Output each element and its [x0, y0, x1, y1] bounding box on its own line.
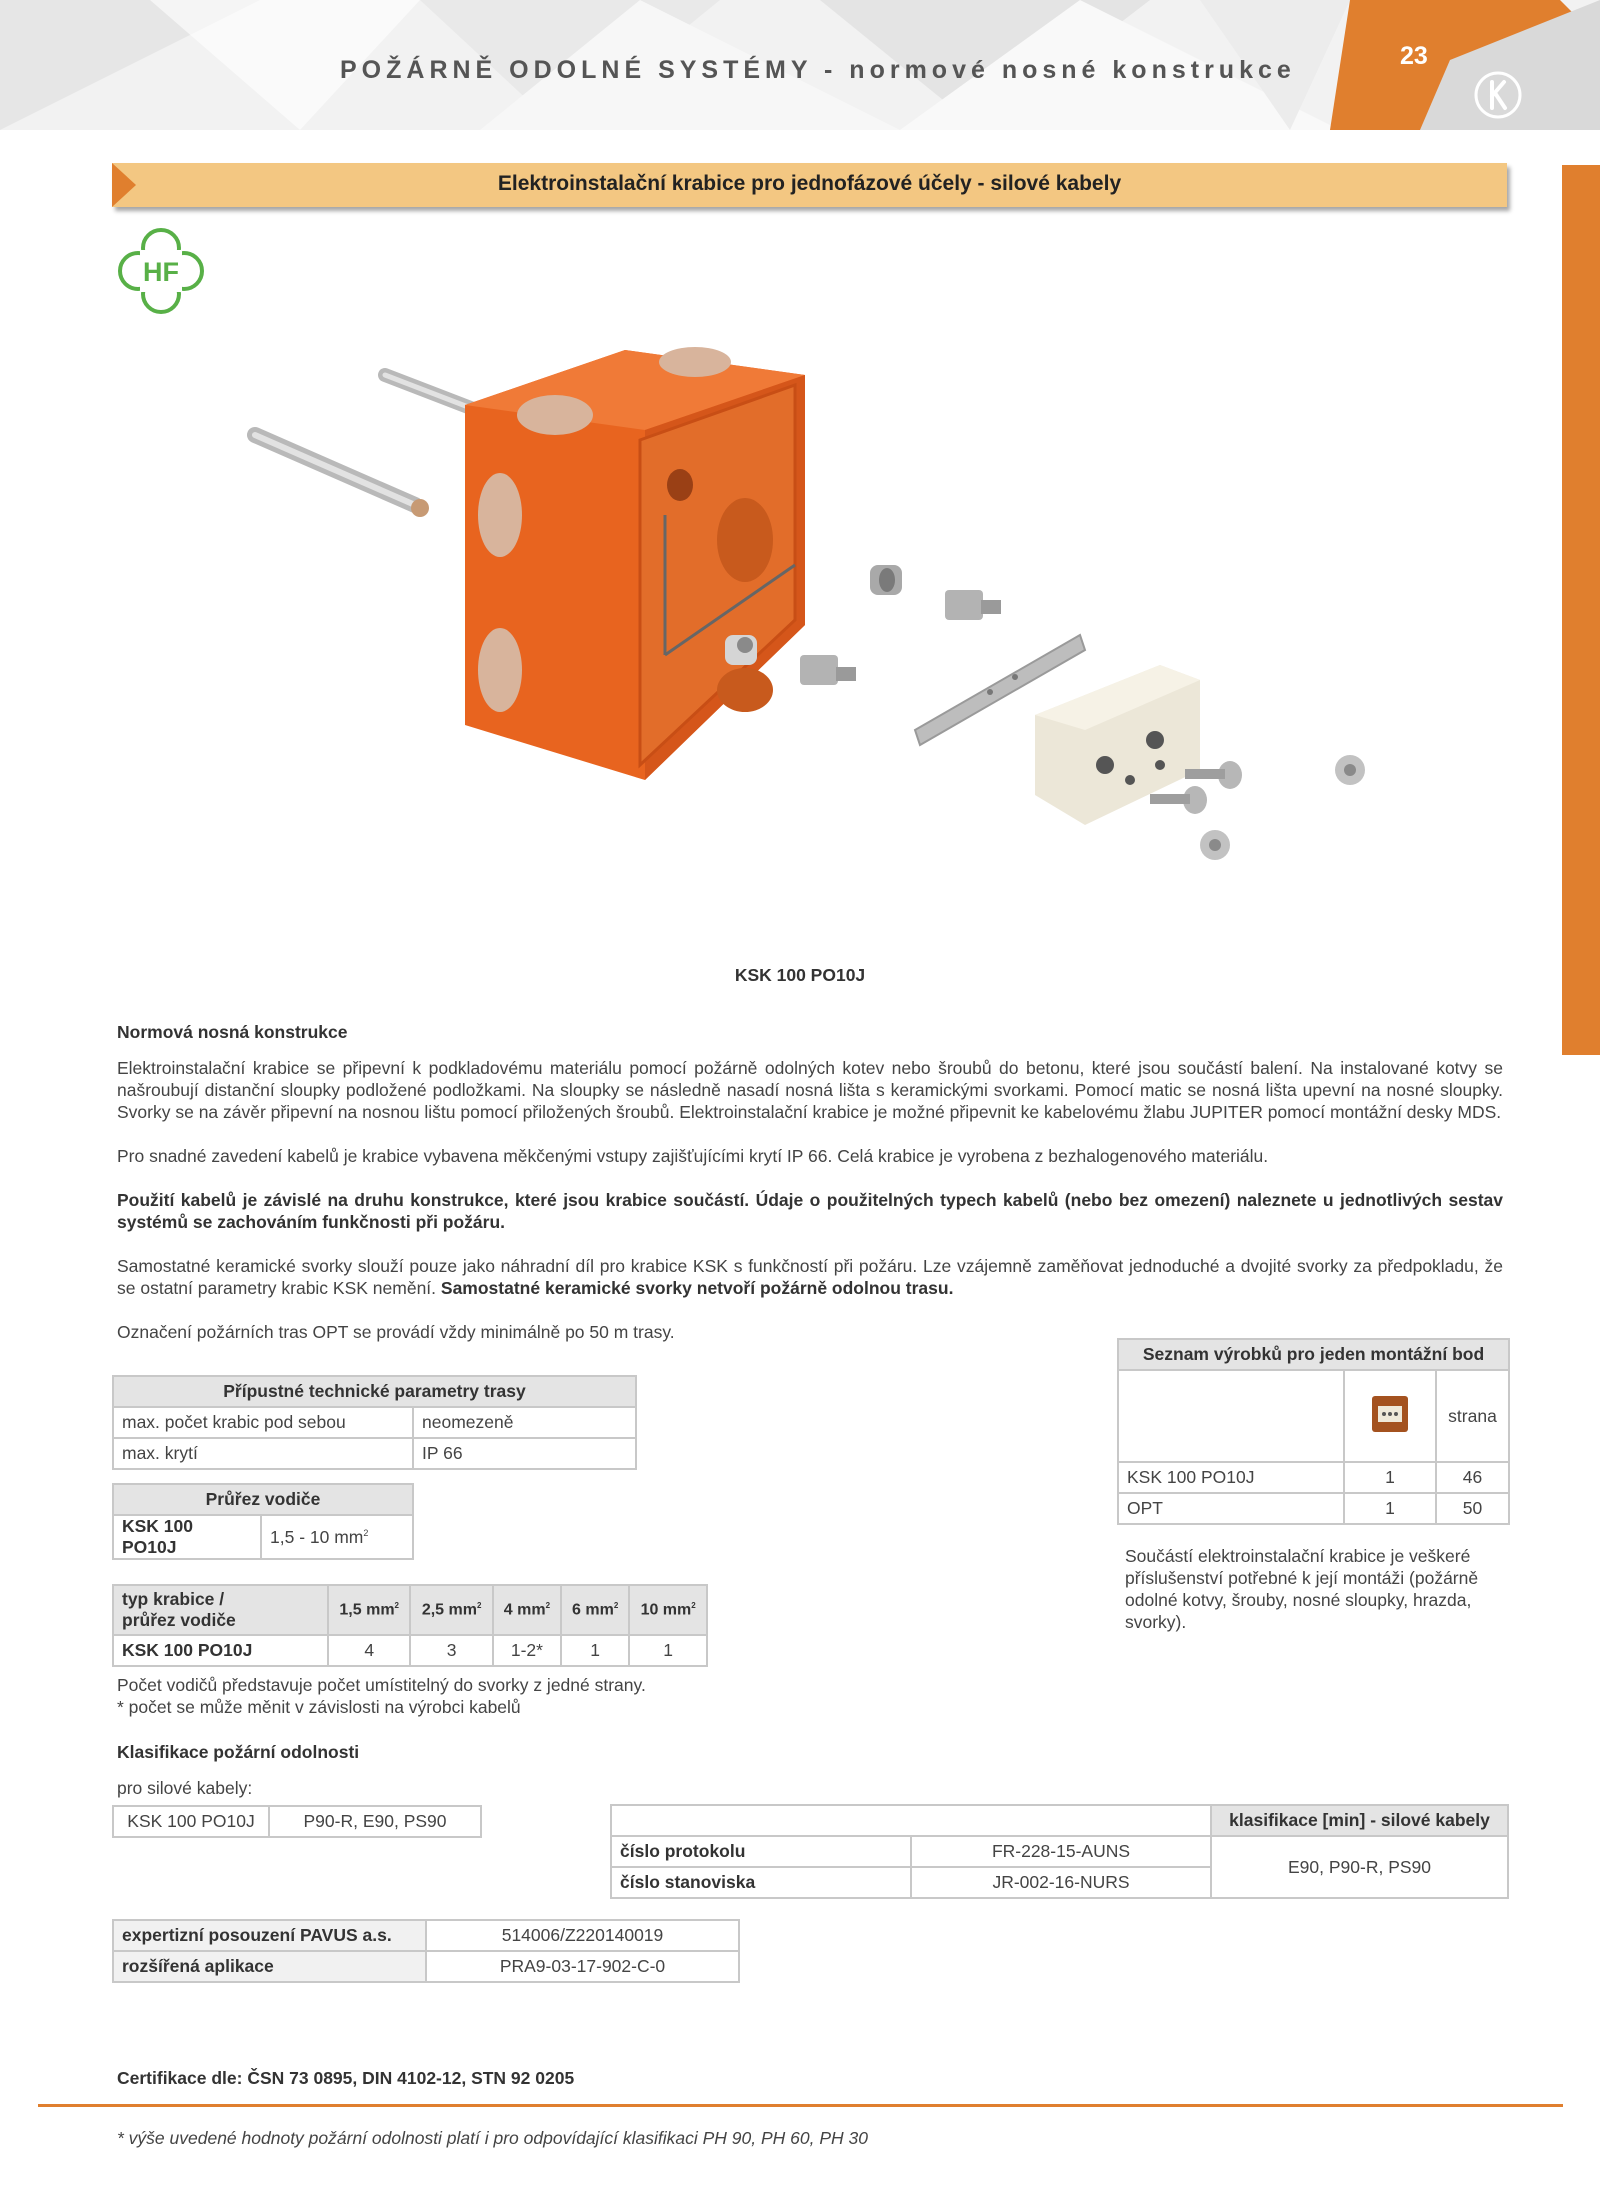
- conductor-count: 1: [629, 1635, 707, 1666]
- product-qty: 1: [1344, 1493, 1436, 1524]
- classification-product: KSK 100 PO10J: [113, 1806, 269, 1837]
- cross-section-range: 1,5 - 10 $mm^2$: [261, 1515, 413, 1559]
- conductor-count: 1-2*: [493, 1635, 561, 1666]
- spacer-sleeve-icon: [725, 635, 757, 665]
- intro-paragraph-4-normal: Samostatné keramické svorky slouží pouze jako náhradní díl pro krabice KSK s funkčností při požáru. Lze vzájemně zaměňovat jednoduché a dvojité svorky za předpokladu, že se ostatní parametry krabic KSK nemění.: [117, 1256, 1503, 1298]
- banner-title: Elektroinstalační krabice pro jednofázové účely - silové kabely: [497, 172, 1122, 195]
- col-header: 1,5 $mm^2$: [328, 1585, 410, 1635]
- classification-values: P90-R, E90, PS90: [269, 1806, 481, 1837]
- hf-badge-label: HF: [143, 257, 179, 287]
- product-thumbnail-cell: [1344, 1370, 1436, 1462]
- conductor-type-header: typ krabice / průřez vodiče: [113, 1585, 328, 1635]
- pavus-value: 514006/Z220140019: [426, 1920, 739, 1951]
- conductor-count: 3: [410, 1635, 492, 1666]
- product-caption: KSK 100 PO10J: [734, 965, 866, 985]
- product-qty: 1: [1344, 1462, 1436, 1493]
- pavus-table: [112, 1919, 740, 1983]
- pavus-value: PRA9-03-17-902-C-0: [426, 1951, 739, 1982]
- cross-section-product: KSK 100 PO10J: [113, 1515, 261, 1559]
- intro-paragraph-1: Elektroinstalační krabice se připevní k podkladovému materiálu pomocí požárně odolných kotev nebo šroubů do betonu, které jsou součástí balení. Na instalované kotvy se našroubují distanční sloupky podložené podložkami. Na sloupky se následně nasadí nosná lišta s keramickými svorkami. Pomocí matic se nosná lišta upevní na nosné sloupky. Svorky se na závěr připevní na nosnou lištu pomocí přiložených šroubů. Elektroinstalační krabice je možné připevnit ke kabelovému žlabu JUPITER pomocí montážní desky MDS.: [117, 1058, 1503, 1122]
- protocol-result: E90, P90-R, PS90: [1211, 1836, 1508, 1898]
- cross-section-title: Průřez vodiče: [113, 1484, 413, 1515]
- nut-icon: [1335, 755, 1365, 785]
- certification-text: Certifikace dle: ČSN 73 0895, DIN 4102-12, STN 92 0205: [117, 2068, 575, 2088]
- intro-paragraph-4-bold: Samostatné keramické svorky netvoří požárně odolnou trasu.: [440, 1278, 954, 1298]
- product-list-table: [1117, 1338, 1510, 1525]
- param-value: IP 66: [413, 1438, 636, 1469]
- conductor-count: 4: [328, 1635, 410, 1666]
- protocol-value: FR-228-15-AUNS: [911, 1836, 1211, 1867]
- product-list-page-label: strana: [1436, 1370, 1509, 1462]
- screw-icon: [1150, 786, 1207, 814]
- conductor-product: KSK 100 PO10J: [113, 1635, 328, 1666]
- standoff-post-icon: [800, 655, 856, 685]
- standoff-post-icon: [945, 590, 1001, 620]
- protocol-label: číslo stanoviska: [611, 1867, 911, 1898]
- header-title: POŽÁRNĚ ODOLNÉ SYSTÉMY - normové nosné konstrukce: [340, 56, 1296, 84]
- conductor-count: 1: [561, 1635, 629, 1666]
- conductor-cross-section-table: [112, 1483, 414, 1560]
- intro-heading: Normová nosná konstrukce: [117, 1022, 348, 1042]
- product-list-note: Součástí elektroinstalační krabice je veškeré příslušenství potřebné k její montáži (požárně odolné kotvy, šrouby, nosné sloupky, hrazda, svorky).: [1125, 1546, 1479, 1632]
- conductor-note-2: * počet se může měnit v závislosti na výrobci kabelů: [117, 1697, 521, 1717]
- anchor-bolt-lower-icon: [255, 435, 429, 517]
- route-parameters-table: [112, 1375, 637, 1470]
- protocol-value: JR-002-16-NURS: [911, 1867, 1211, 1898]
- footer-note: * výše uvedené hodnoty požární odolnosti platí i pro odpovídající klasifikaci PH 90, PH 60, PH 30: [117, 2128, 868, 2148]
- page-number: 23: [1400, 42, 1428, 70]
- intro-paragraph-5: Označení požárních tras OPT se provádí vždy minimálně po 50 m trasy.: [117, 1322, 675, 1342]
- product-page: 46: [1436, 1462, 1509, 1493]
- junction-box-exploded-illustration: [225, 235, 1405, 935]
- col-header: 4 $mm^2$: [493, 1585, 561, 1635]
- section-banner: [112, 163, 1507, 207]
- hf-clover-icon: [118, 228, 204, 314]
- product-name: OPT: [1118, 1493, 1344, 1524]
- intro-paragraph-4: [117, 1255, 1503, 1299]
- protocol-label: číslo protokolu: [611, 1836, 911, 1867]
- product-list-title: Seznam výrobků pro jeden montážní bod: [1118, 1339, 1509, 1370]
- param-label: max. počet krabic pod sebou: [113, 1407, 413, 1438]
- protocol-blank-cell: [911, 1805, 1211, 1836]
- protocol-table: [610, 1804, 1509, 1899]
- param-label: max. krytí: [113, 1438, 413, 1469]
- col-header: 2,5 $mm^2$: [410, 1585, 492, 1635]
- col-header: 10 $mm^2$: [629, 1585, 707, 1635]
- footer-divider: [38, 2104, 1563, 2107]
- classification-subheading: pro silové kabely:: [117, 1778, 253, 1798]
- col-header: 6 $mm^2$: [561, 1585, 629, 1635]
- product-list-blank-cell: [1118, 1370, 1344, 1462]
- param-value: neomezeně: [413, 1407, 636, 1438]
- orange-junction-box-icon: [465, 347, 805, 780]
- k-logo-icon: [1473, 70, 1523, 120]
- protocol-blank-cell: [611, 1805, 911, 1836]
- pavus-label: rozšířená aplikace: [113, 1951, 426, 1982]
- classification-heading: Klasifikace požární odolnosti: [117, 1742, 360, 1762]
- intro-paragraph-2: Pro snadné zavedení kabelů je krabice vybavena měkčenými vstupy zajišťujícími krytí IP 66. Celá krabice je vyrobena z bezhalogenového materiálu.: [117, 1146, 1269, 1166]
- pavus-label: expertizní posouzení PAVUS a.s.: [113, 1920, 426, 1951]
- protocol-header: klasifikace [min] - silové kabely: [1211, 1805, 1508, 1836]
- route-parameters-title: Přípustné technické parametry trasy: [113, 1376, 636, 1407]
- spacer-sleeve-icon: [870, 565, 902, 595]
- product-page: 50: [1436, 1493, 1509, 1524]
- product-name: KSK 100 PO10J: [1118, 1462, 1344, 1493]
- nut-icon: [1200, 830, 1230, 860]
- side-accent-bar: [1562, 165, 1600, 1055]
- conductor-note-1: Počet vodičů představuje počet umístitelný do svorky z jedné strany.: [117, 1675, 646, 1695]
- junction-box-thumbnail-icon: [1368, 1392, 1412, 1436]
- intro-paragraph-3: Použití kabelů je závislé na druhu konstrukce, které jsou krabice součástí. Údaje o použitelných typech kabelů (nebo bez omezení) naleznete u jednotlivých sestav systémů se zachováním funkčnosti při požáru.: [117, 1190, 1503, 1232]
- conductor-count-table: [112, 1584, 708, 1667]
- classification-product-table: [112, 1805, 482, 1838]
